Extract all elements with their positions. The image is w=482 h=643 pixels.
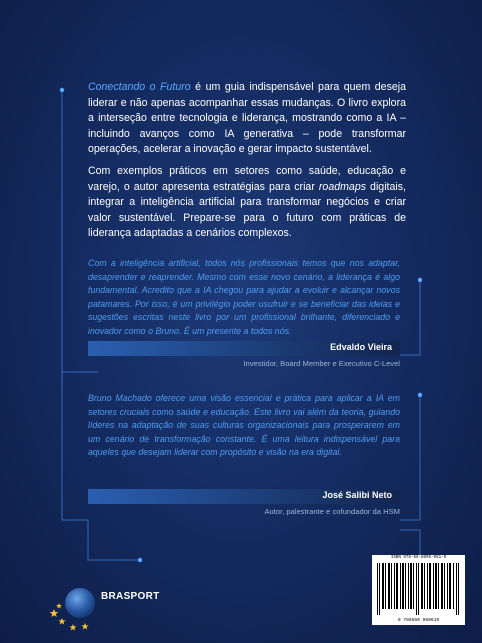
publisher-logo-icon: [48, 585, 100, 635]
testimonial-role-2: Autor, palestrante e cofundador da HSM: [264, 507, 400, 516]
intro-paragraph-2-start: Com exemplos práticos em setores como saúde, educação e varejo, o autor apresenta estratégias para criar: [88, 164, 406, 193]
book-title: Conectando o Futuro: [88, 81, 191, 93]
testimonial-quote-2: Bruno Machado oferece uma visão essencial e prática para aplicar a IA em setores cruciais como saúde e educação. Este livro vai além da teoria, guiando líderes na adaptação de suas culturas organizacionais para prosperarem em um cenário de transformação constante. É uma leitura indispensável para aqueles que desejam liderar com propósito e visão na era digital.: [88, 393, 400, 458]
testimonial-author-2: José Salibi Neto: [322, 490, 392, 500]
intro-text: [88, 80, 406, 248]
barcode-bars: [372, 555, 465, 625]
isbn-text: ISBN 978-65-6096-061-9: [390, 556, 447, 560]
intro-paragraph-2-italic: roadmaps: [318, 180, 367, 193]
intro-paragraph-1-text: é um guia indispensável para quem deseja liderar e não apenas acompanhar essas mudanças. O livro explora a interseção entre tecnologia e liderança, mostrando como a IA – incluindo avanços como IA generativa – pode transformar operações, acelerar a inovação e gerar impacto sustentável.: [88, 81, 406, 156]
testimonial-author-bar-2: [88, 489, 400, 504]
barcode-number: 9 786560 960619: [397, 618, 440, 623]
testimonial-author-bar-1: [88, 341, 400, 356]
barcode: [372, 555, 465, 625]
publisher-name: BRASPORT: [101, 591, 160, 602]
testimonial-author-1: Edvaldo Vieira: [330, 342, 392, 352]
intro-paragraph-2: [88, 164, 406, 242]
testimonial-role-1: Investidor, Board Member e Executivo C-Level: [243, 359, 400, 368]
intro-paragraph-2-end: digitais, integrar a inteligência artificial para transformar negócios e criar valor sustentável. Prepare-se para o futuro com práticas de liderança adaptadas a cenários complexos.: [88, 180, 406, 240]
testimonial-quote-1: Com a inteligência artificial, todos nós profissionais temos que nos adaptar, desaprender e reaprender. Mesmo com esse novo cenário, a liderança é algo fundamental. Acredito que a IA chegou para ajudar a evoluir e alcançar novos patamares. Por isso, é um privilégio poder usufruir e se beneficiar das ideias e sugestões escritas neste livro por um profissional brilhante, diferenciado e inovador como o Bruno. É um presente a todos nós.: [88, 258, 400, 336]
intro-paragraph-1: [88, 80, 406, 158]
